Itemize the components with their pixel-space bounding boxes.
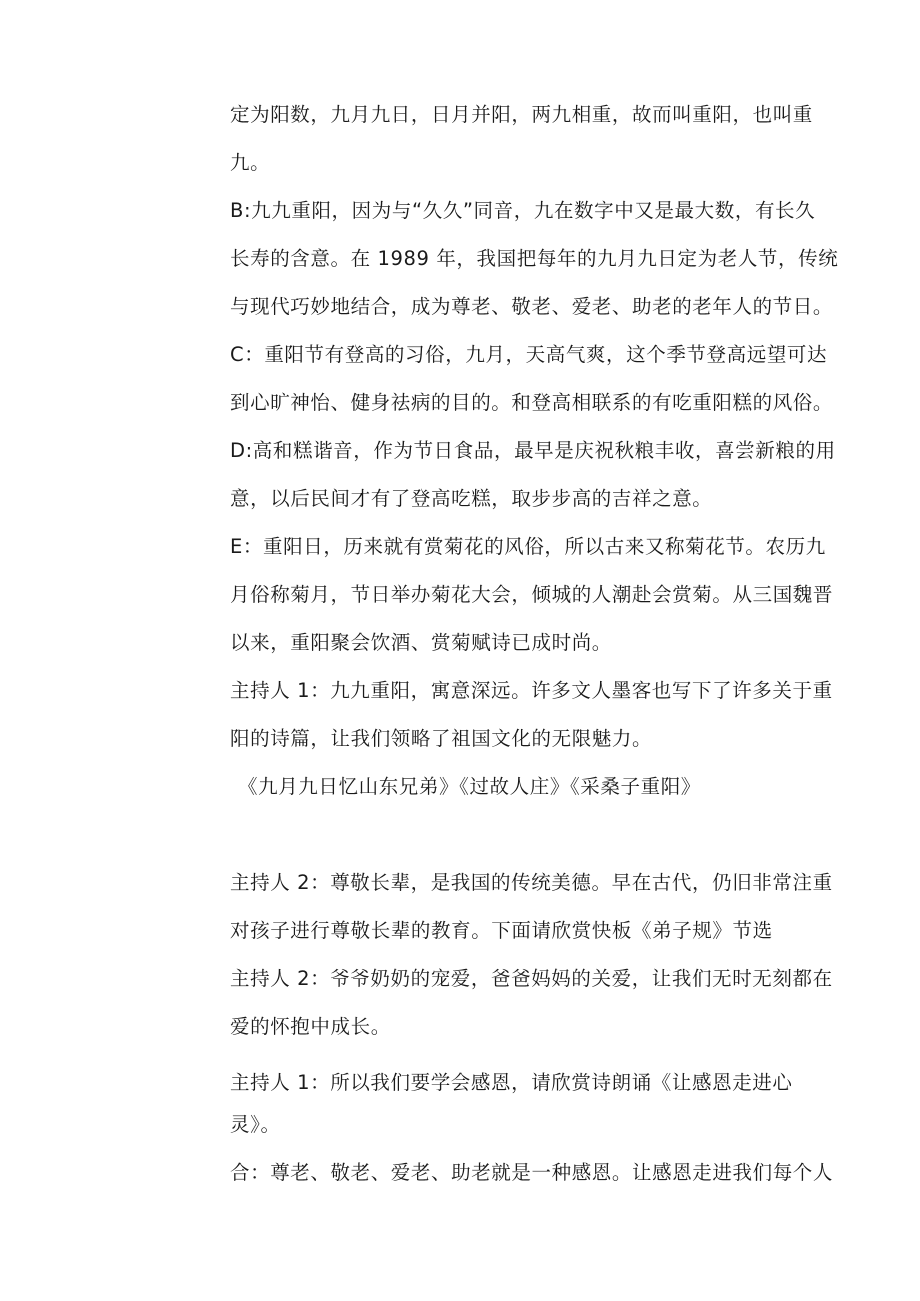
text-line: 长寿的含意。在 1989 年，我国把每年的九月九日定为老人节，传统 — [230, 247, 839, 270]
text-line: 定为阳数，九月九日，日月并阳，两九相重，故而叫重阳，也叫重 — [230, 103, 813, 126]
text-line: 对孩子进行尊敬长辈的教育。下面请欣赏快板《弟子规》节选 — [230, 919, 773, 942]
text-line: 月俗称菊月，节日举办菊花大会，倾城的人潮赴会赏菊。从三国魏晋 — [230, 583, 834, 606]
text-line: 合：尊老、敬老、爱老、助老就是一种感恩。让感恩走进我们每个人 — [230, 1161, 834, 1184]
text-line: B:九九重阳，因为与“久久”同音，九在数字中又是最大数，有长久 — [230, 199, 816, 222]
text-line: 与现代巧妙地结合，成为尊老、敬老、爱老、助老的老年人的节日。 — [230, 295, 834, 318]
text-line: 主持人 2：尊敬长辈，是我国的传统美德。早在古代，仍旧非常注重 — [230, 871, 833, 894]
text-line: 主持人 2：爷爷奶奶的宠爱，爸爸妈妈的关爱，让我们无时无刻都在 — [230, 967, 833, 990]
poem-titles: 《九月九日忆山东兄弟》《过故人庄》《采桑子重阳》 — [238, 775, 701, 798]
text-line: E：重阳日，历来就有赏菊花的风俗，所以古来又称菊花节。农历九 — [230, 535, 826, 558]
text-line: 九。 — [230, 151, 271, 174]
text-line: C：重阳节有登高的习俗，九月，天高气爽，这个季节登高远望可达 — [230, 343, 828, 366]
text-line: 主持人 1：所以我们要学会感恩，请欣赏诗朗诵《让感恩走进心 — [230, 1071, 793, 1094]
text-line: 意，以后民间才有了登高吃糕，取步步高的吉祥之意。 — [230, 487, 713, 510]
text-line: D:高和糕谐音，作为节日食品，最早是庆祝秋粮丰收，喜尝新粮的用 — [230, 439, 836, 462]
text-line: 阳的诗篇，让我们领略了祖国文化的无限魅力。 — [230, 727, 653, 750]
text-line: 主持人 1：九九重阳，寓意深远。许多文人墨客也写下了许多关于重 — [230, 679, 833, 702]
text-line: 以来，重阳聚会饮酒、赏菊赋诗已成时尚。 — [230, 631, 612, 654]
text-line: 灵》。 — [230, 1113, 281, 1136]
text-line: 爱的怀抱中成长。 — [230, 1015, 391, 1038]
text-line: 到心旷神怡、健身祛病的目的。和登高相联系的有吃重阳糕的风俗。 — [230, 391, 834, 414]
